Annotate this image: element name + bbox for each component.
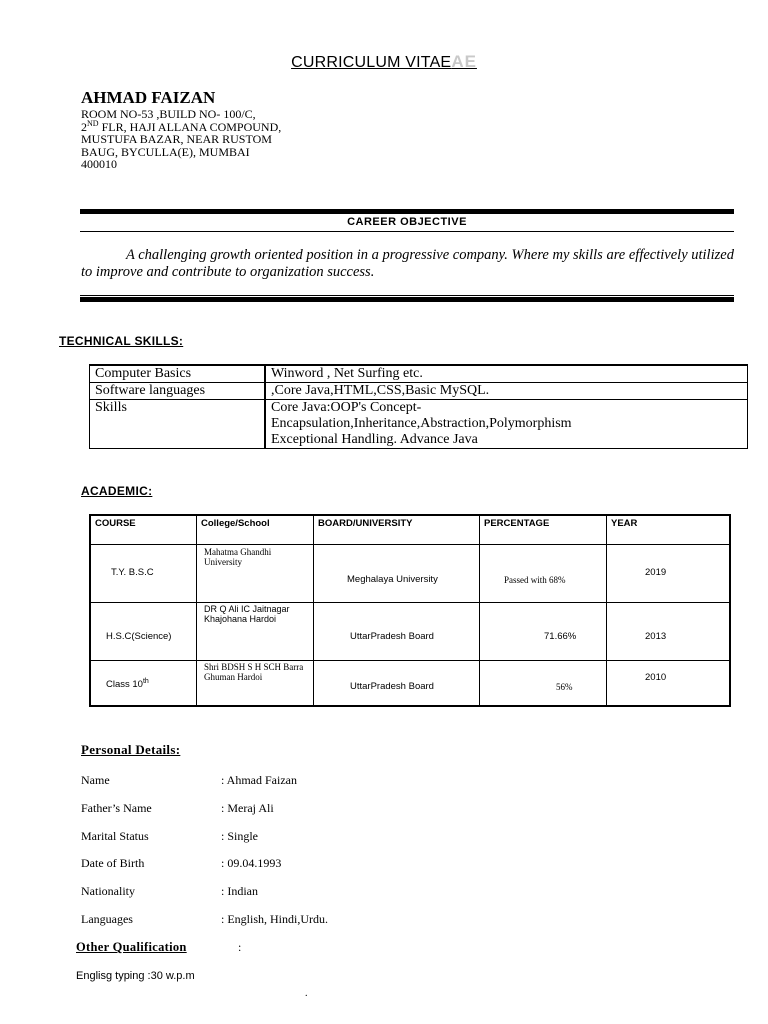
skill-category: Computer Basics bbox=[90, 365, 266, 383]
address-line: BAUG, BYCULLA(E), MUMBAI bbox=[81, 144, 250, 159]
title-ghost-text: AE bbox=[451, 52, 477, 71]
address-line: 400010 bbox=[81, 157, 117, 171]
course-cell bbox=[90, 661, 197, 706]
personal-detail-label: Father’s Name bbox=[81, 801, 152, 815]
technical-skills-table bbox=[89, 364, 748, 449]
board-text: UttarPradesh Board bbox=[350, 681, 434, 692]
course-cell bbox=[90, 603, 197, 661]
column-header: BOARD/UNIVERSITY bbox=[314, 515, 480, 545]
personal-detail-value: : Single bbox=[221, 829, 259, 843]
skills-row bbox=[90, 365, 748, 383]
skill-detail-line: Exceptional Handling. Advance Java bbox=[271, 432, 478, 447]
academic-table bbox=[89, 514, 731, 707]
skill-detail-line: ,Core Java,HTML,CSS,Basic MySQL. bbox=[271, 383, 490, 398]
applicant-name: AHMAD FAIZAN bbox=[81, 88, 216, 107]
course-text: T.Y. B.S.C bbox=[111, 567, 154, 578]
percentage-cell bbox=[480, 661, 607, 706]
board-cell bbox=[314, 661, 480, 706]
address-line: ROOM NO-53 ,BUILD NO- 100/C, bbox=[81, 107, 256, 121]
technical-skills-heading: TECHNICAL SKILLS: bbox=[59, 334, 184, 348]
year-cell bbox=[607, 603, 731, 661]
table-row bbox=[90, 603, 730, 661]
address-line: MUSTUFA BAZAR, NEAR RUSTOM bbox=[81, 132, 272, 146]
address-floor-number: 2 bbox=[81, 119, 87, 134]
skill-detail bbox=[265, 400, 748, 449]
year-cell bbox=[607, 661, 731, 706]
year-text: 2010 bbox=[645, 672, 667, 683]
other-qualification-heading: Other Qualification bbox=[76, 940, 187, 954]
column-header: PERCENTAGE bbox=[480, 515, 607, 545]
percentage-cell bbox=[480, 603, 607, 661]
stray-dot: . bbox=[305, 988, 308, 999]
personal-detail-value: : 09.04.1993 bbox=[221, 856, 282, 870]
skill-category: Software languages bbox=[90, 383, 266, 400]
career-bottom-bar-thin bbox=[80, 295, 734, 296]
year-cell bbox=[607, 545, 731, 603]
career-heading-underline bbox=[80, 231, 734, 232]
skill-detail bbox=[265, 365, 748, 383]
percentage-text: Passed with 68% bbox=[504, 575, 566, 585]
document-title bbox=[0, 52, 768, 72]
course-suffix: th bbox=[142, 678, 149, 685]
table-row bbox=[90, 545, 730, 603]
skills-row bbox=[90, 383, 748, 400]
board-text: Meghalaya University bbox=[347, 574, 438, 585]
address-floor-rest: FLR, HAJI ALLANA COMPOUND, bbox=[98, 119, 282, 134]
college-cell bbox=[197, 603, 314, 661]
table-row bbox=[90, 661, 730, 706]
personal-detail-value: : Meraj Ali bbox=[221, 801, 274, 815]
column-header: College/School bbox=[197, 515, 314, 545]
percentage-cell bbox=[480, 545, 607, 603]
course-text: H.S.C(Science) bbox=[106, 631, 172, 642]
college-cell bbox=[197, 545, 314, 603]
column-header: YEAR bbox=[607, 515, 731, 545]
skills-row bbox=[90, 400, 748, 449]
personal-detail-label: Date of Birth bbox=[81, 856, 145, 870]
board-cell bbox=[314, 603, 480, 661]
personal-detail-label: Languages bbox=[81, 912, 133, 926]
skill-detail bbox=[265, 383, 748, 400]
skill-detail-line: Winword , Net Surfing etc. bbox=[271, 366, 423, 381]
career-top-bar bbox=[80, 209, 734, 214]
personal-detail-label: Marital Status bbox=[81, 829, 149, 843]
academic-header-row bbox=[90, 515, 730, 545]
college-text: DR Q Ali IC Jaitnagar Khajohana Hardoi bbox=[204, 604, 290, 624]
year-text: 2019 bbox=[645, 567, 667, 578]
address-floor-suffix: ND bbox=[87, 118, 99, 128]
career-bottom-bar bbox=[80, 297, 734, 302]
career-objective-heading: CAREER OBJECTIVE bbox=[347, 216, 467, 228]
skill-category: Skills bbox=[90, 400, 266, 449]
academic-heading: ACADEMIC: bbox=[81, 484, 153, 498]
year-text: 2013 bbox=[645, 631, 667, 642]
board-cell bbox=[314, 545, 480, 603]
personal-detail-label: Nationality bbox=[81, 884, 135, 898]
title-text: CURRICULUM VITAE bbox=[291, 54, 452, 71]
personal-detail-value: : English, Hindi,Urdu. bbox=[221, 912, 328, 926]
address-block bbox=[81, 108, 281, 171]
typing-speed: Englisg typing :30 w.p.m bbox=[76, 970, 195, 982]
personal-detail-value: : Ahmad Faizan bbox=[221, 773, 297, 787]
course-cell bbox=[90, 545, 197, 603]
percentage-text: 71.66% bbox=[544, 631, 577, 642]
other-qualification-colon: : bbox=[238, 940, 242, 954]
personal-details-heading: Personal Details: bbox=[81, 742, 181, 757]
board-text: UttarPradesh Board bbox=[350, 631, 434, 642]
course-text: Class 10 bbox=[106, 679, 143, 691]
college-text: Mahatma Ghandhi University bbox=[204, 547, 272, 567]
percentage-text: 56% bbox=[556, 682, 573, 692]
personal-detail-value: : Indian bbox=[221, 884, 258, 898]
personal-detail-label: Name bbox=[81, 773, 110, 787]
college-text: Shri BDSH S H SCH Barra Ghuman Hardoi bbox=[204, 662, 304, 682]
column-header: COURSE bbox=[90, 515, 197, 545]
career-objective-text bbox=[81, 247, 741, 281]
college-cell bbox=[197, 661, 314, 706]
skill-detail-line: Core Java:OOP's Concept- bbox=[271, 400, 422, 415]
career-objective-body: A challenging growth oriented position in a progressive company. Where my skills are effectively utilized to improve and contribute to organization success. bbox=[81, 247, 734, 280]
skill-detail-line: Encapsulation,Inheritance,Abstraction,Polymorphism bbox=[271, 416, 572, 431]
